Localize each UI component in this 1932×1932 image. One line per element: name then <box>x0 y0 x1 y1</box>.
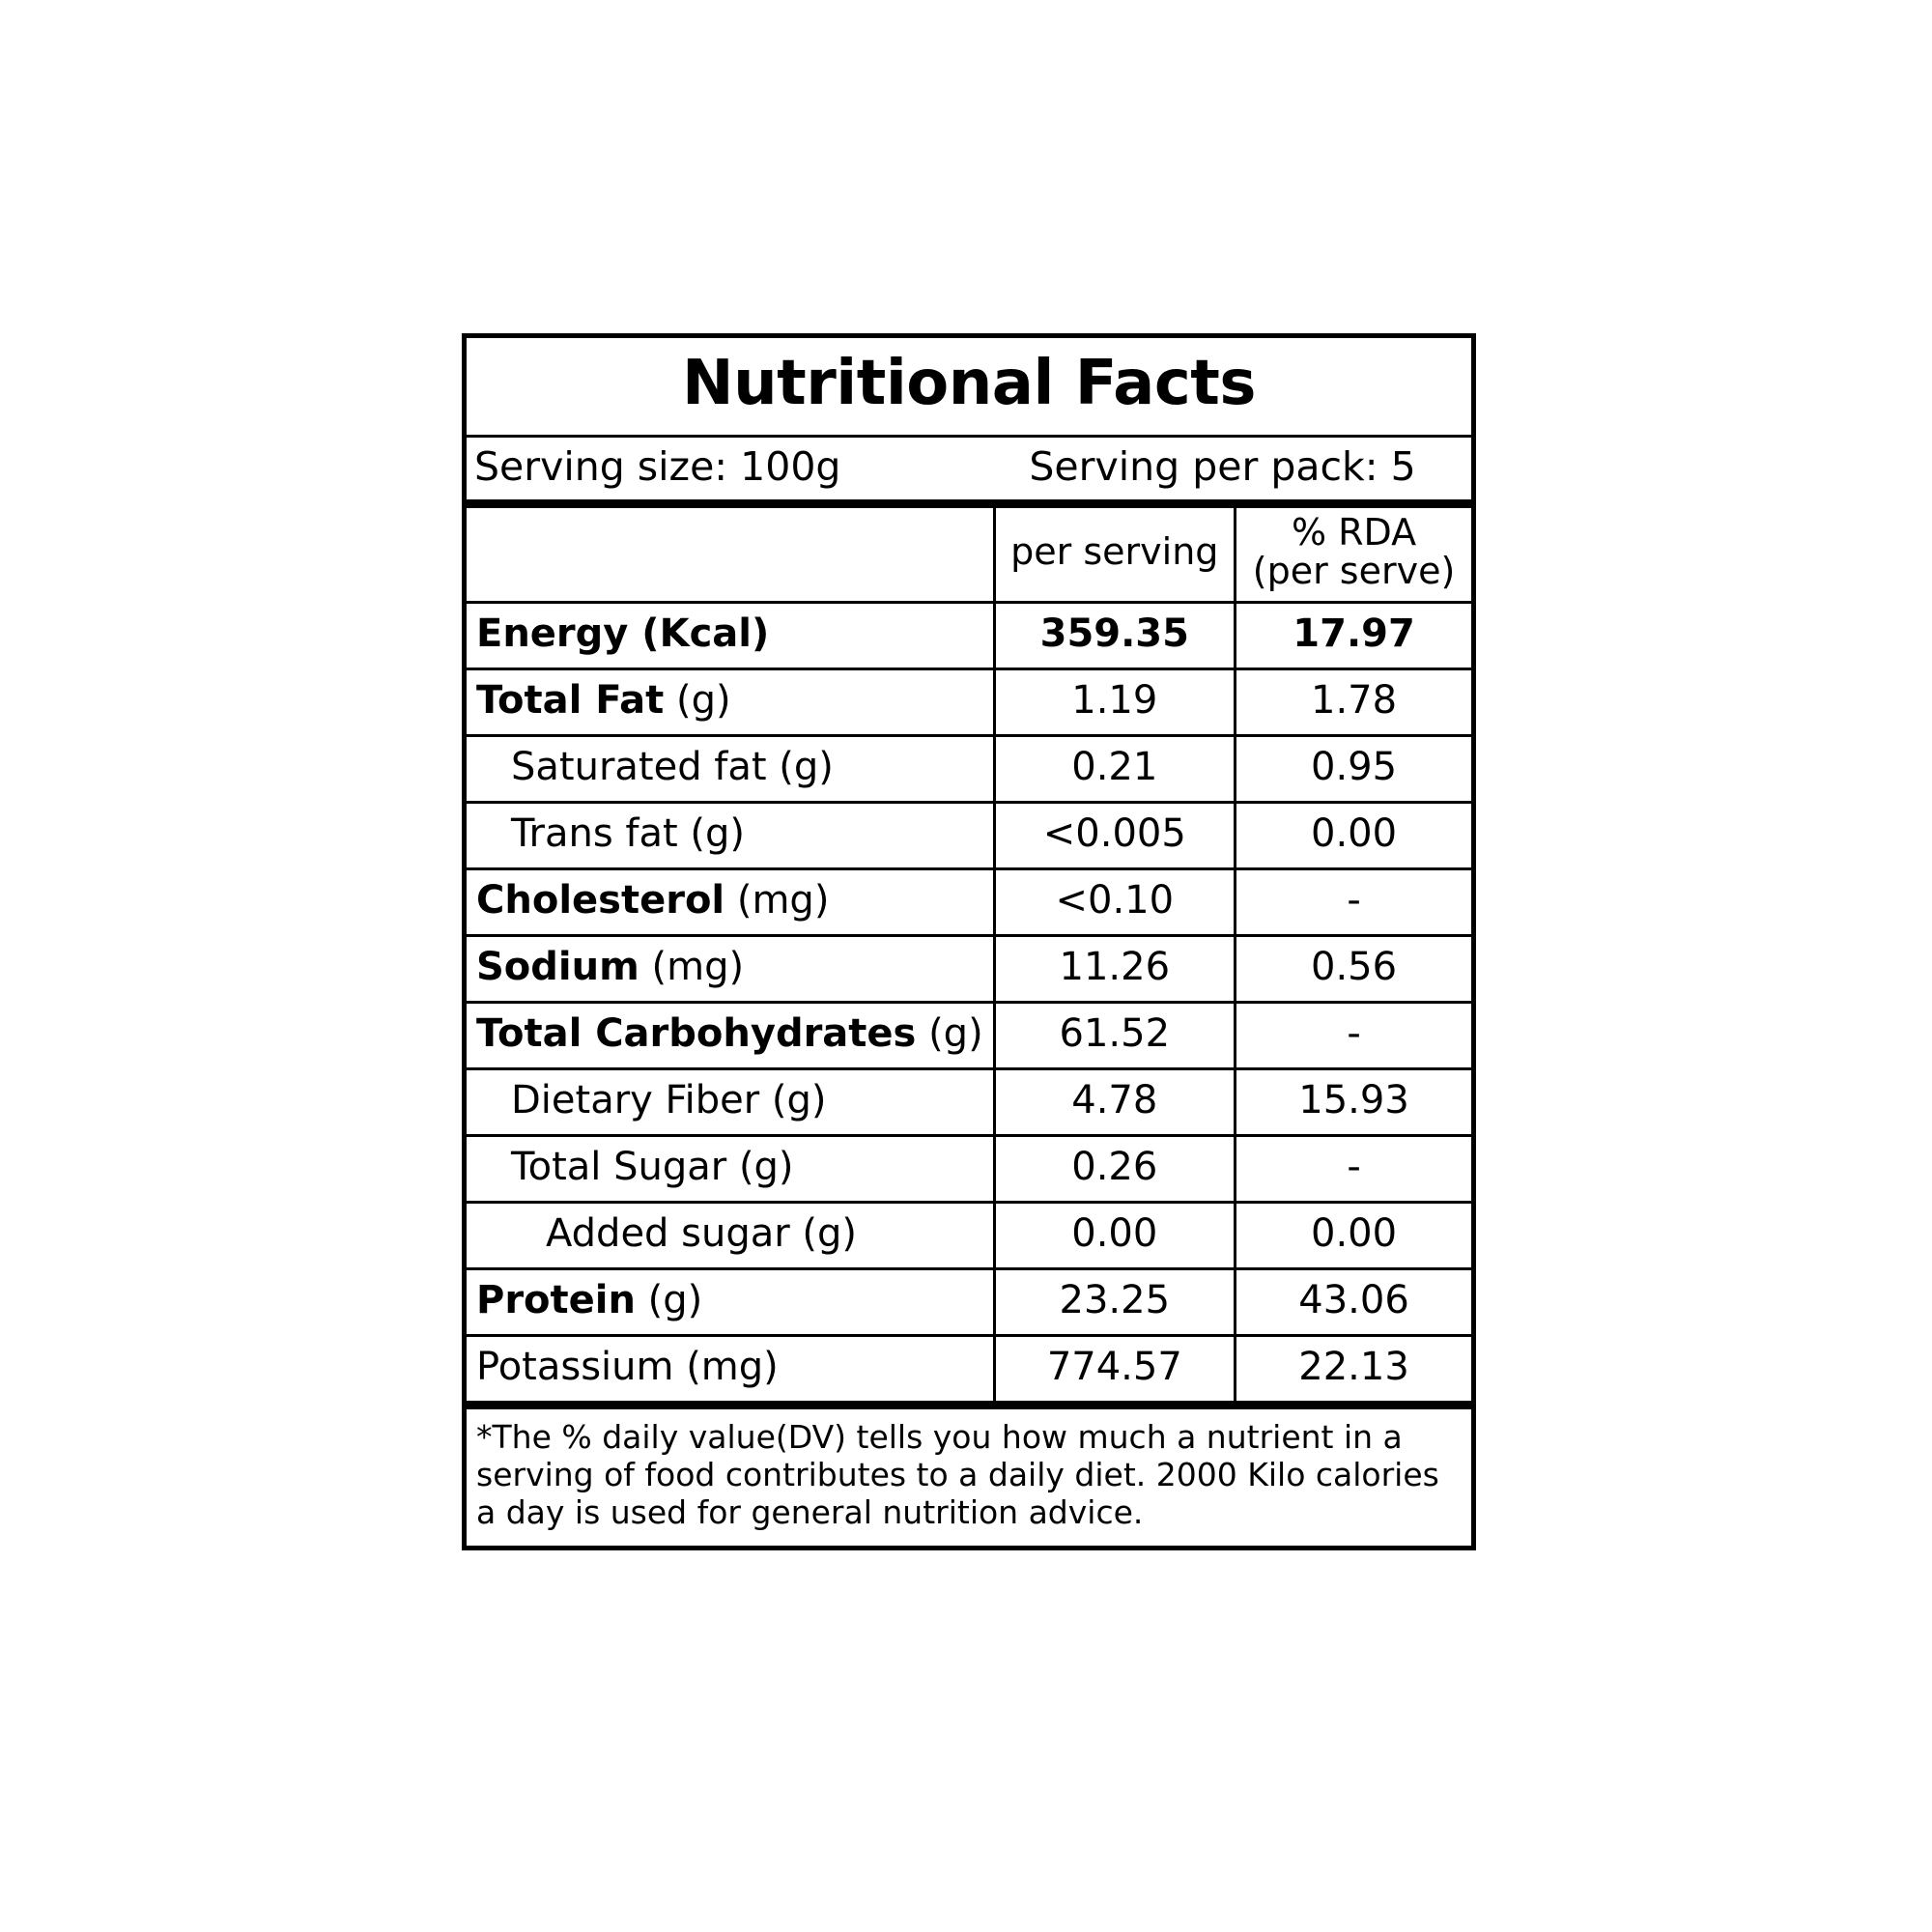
nutrient-name <box>467 1202 994 1268</box>
nutrient-name-bold: Total Carbohydrates <box>476 1010 917 1056</box>
table-row <box>467 668 1471 735</box>
daily-value-footnote: *The % daily value(DV) tells you how much a nutrient in a serving of food contributes to a daily diet. 2000 Kilo calories a day is used for general nutrition advice. <box>467 1405 1471 1545</box>
nutrient-name-rest: Trans fat (g) <box>511 810 746 856</box>
nutrient-per-serving: 0.21 <box>994 735 1236 802</box>
nutrient-per-serving: 11.26 <box>994 935 1236 1002</box>
table-row <box>467 1068 1471 1135</box>
footnote-row <box>467 1405 1471 1545</box>
table-row <box>467 602 1471 668</box>
nutrient-name-bold: Sodium <box>476 944 639 989</box>
table-row <box>467 735 1471 802</box>
nutrient-per-serving: 4.78 <box>994 1068 1236 1135</box>
header-per-serving: per serving <box>994 504 1236 603</box>
nutrient-rda: 0.56 <box>1236 935 1471 1002</box>
nutrient-per-serving: 0.26 <box>994 1135 1236 1202</box>
nutrient-rda: - <box>1236 1135 1471 1202</box>
table-row <box>467 1202 1471 1268</box>
nutrient-name-rest: (mg) <box>724 877 830 923</box>
nutrient-name-rest: (Kcal) <box>628 611 770 656</box>
nutrient-rda: - <box>1236 1002 1471 1068</box>
nutrient-rda: 17.97 <box>1236 602 1471 668</box>
nutrient-rda: 0.00 <box>1236 1202 1471 1268</box>
nutrient-name <box>467 1335 994 1405</box>
nutrient-name <box>467 1135 994 1202</box>
nutrient-name-rest: Total Sugar (g) <box>511 1144 794 1189</box>
nutrient-per-serving: <0.005 <box>994 802 1236 868</box>
nutrient-name-rest: Saturated fat (g) <box>511 744 834 789</box>
nutrient-name <box>467 1268 994 1335</box>
nutrient-name-bold: Protein <box>476 1277 636 1322</box>
nutrition-facts-table <box>467 338 1471 1546</box>
table-row <box>467 868 1471 935</box>
nutrient-name <box>467 868 994 935</box>
nutrient-name <box>467 602 994 668</box>
nutrient-name-bold: Total Fat <box>476 677 665 723</box>
nutrient-name <box>467 1068 994 1135</box>
nutrient-rda: 1.78 <box>1236 668 1471 735</box>
nutrient-per-serving: <0.10 <box>994 868 1236 935</box>
table-row <box>467 1135 1471 1202</box>
nutrient-name <box>467 1002 994 1068</box>
header-blank-cell <box>467 504 994 603</box>
nutrient-name <box>467 802 994 868</box>
table-row <box>467 1002 1471 1068</box>
nutrition-facts-label <box>462 333 1476 1550</box>
nutrient-per-serving: 359.35 <box>994 602 1236 668</box>
header-rda-line1: % RDA <box>1291 511 1417 554</box>
serving-info-row <box>467 437 1471 504</box>
nutrient-name-rest: (g) <box>916 1010 983 1056</box>
nutrient-name-rest: Potassium (mg) <box>476 1344 779 1389</box>
nutrient-name-rest: Added sugar (g) <box>546 1210 858 1256</box>
title-row <box>467 338 1471 437</box>
nutrient-rda: 15.93 <box>1236 1068 1471 1135</box>
table-row <box>467 1335 1471 1405</box>
serving-size-text: Serving size: 100g <box>474 443 841 490</box>
column-header-row <box>467 504 1471 603</box>
nutrient-name-rest: Dietary Fiber (g) <box>511 1077 827 1122</box>
page-title: Nutritional Facts <box>467 338 1471 437</box>
nutrient-per-serving: 23.25 <box>994 1268 1236 1335</box>
table-row <box>467 802 1471 868</box>
serving-per-pack-text: Serving per pack: 5 <box>1029 443 1416 490</box>
nutrient-name-bold: Cholesterol <box>476 877 725 923</box>
nutrient-rda: 43.06 <box>1236 1268 1471 1335</box>
header-rda-line2: (per serve) <box>1252 549 1456 592</box>
table-row <box>467 1268 1471 1335</box>
nutrient-per-serving: 61.52 <box>994 1002 1236 1068</box>
nutrient-name-rest: (mg) <box>639 944 745 989</box>
nutrient-rda: 22.13 <box>1236 1335 1471 1405</box>
nutrient-name <box>467 668 994 735</box>
nutrient-name <box>467 935 994 1002</box>
nutrient-per-serving: 774.57 <box>994 1335 1236 1405</box>
table-row <box>467 935 1471 1002</box>
nutrient-name-rest: (g) <box>635 1277 703 1322</box>
nutrient-name-bold: Energy <box>476 611 629 656</box>
nutrient-rda: 0.95 <box>1236 735 1471 802</box>
nutrient-name <box>467 735 994 802</box>
nutrient-rda: - <box>1236 868 1471 935</box>
header-rda <box>1236 504 1471 603</box>
nutrient-name-rest: (g) <box>664 677 731 723</box>
nutrient-rda: 0.00 <box>1236 802 1471 868</box>
nutrient-per-serving: 0.00 <box>994 1202 1236 1268</box>
nutrient-per-serving: 1.19 <box>994 668 1236 735</box>
